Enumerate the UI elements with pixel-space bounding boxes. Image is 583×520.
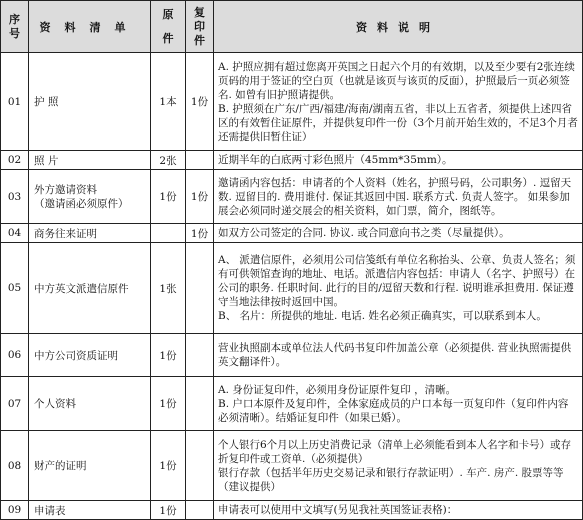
table-row	[1, 53, 583, 151]
original-count: 1份	[151, 377, 186, 431]
row-number: 08	[1, 431, 29, 501]
row-number: 09	[1, 501, 29, 520]
document-description	[214, 501, 583, 520]
copy-count	[186, 501, 214, 520]
document-description	[214, 431, 583, 501]
row-number: 06	[1, 334, 29, 377]
copy-count: 1份	[186, 170, 214, 224]
row-number: 02	[1, 151, 29, 170]
row-number: 07	[1, 377, 29, 431]
original-count: 1张	[151, 243, 186, 334]
table-row	[1, 243, 583, 334]
document-name	[29, 170, 151, 224]
document-name: 申请表	[29, 501, 151, 520]
header-no	[1, 1, 29, 53]
document-name: 个人资料	[29, 377, 151, 431]
original-count: 1份	[151, 170, 186, 224]
original-count: 1份	[151, 501, 186, 520]
copy-count	[186, 243, 214, 334]
original-count	[151, 224, 186, 243]
copy-count	[186, 334, 214, 377]
copy-count	[186, 151, 214, 170]
header-name: 资料清单	[29, 1, 151, 53]
table-row	[1, 431, 583, 501]
description-line: 如双方公司签定的合同. 协议. 或合同意向书之类（尽量提供）。	[218, 227, 510, 239]
table-row	[1, 151, 583, 170]
header-no-char-2: 号	[9, 26, 20, 40]
document-name-line: 外方邀请资料	[34, 183, 97, 196]
header-no-char-1: 序	[9, 12, 20, 26]
header-copy-char-2: 印	[194, 19, 205, 33]
table-row	[1, 377, 583, 431]
document-description	[214, 170, 583, 224]
header-copy-char-1: 复	[194, 5, 205, 19]
document-name: 中方英文派遣信原件	[29, 243, 151, 334]
header-original	[151, 1, 186, 53]
header-description: 资料说明	[214, 1, 583, 53]
document-name: 照 片	[29, 151, 151, 170]
copy-count	[186, 377, 214, 431]
description-line: 邀请函内容包括：申请者的个人资料（姓名，护照号码，公司职务）. 逗留天数. 逗留目的. 费用谁付. 保证其返回中国. 联系方式. 负责人签字。 如果参加展会必须同时递交展会的相关资料，如门票，简介，图纸等。	[218, 176, 572, 217]
header-copy	[186, 1, 214, 53]
document-description	[214, 224, 583, 243]
document-name: 护 照	[29, 53, 151, 151]
original-count: 1份	[151, 334, 186, 377]
description-line: 申请表可以使用中文填写(另见我社英国签证表格)：	[218, 504, 458, 516]
row-number: 05	[1, 243, 29, 334]
description-line: A. 身份证复印件，必须用身份证原件复印 ，清晰。	[218, 383, 457, 396]
description-line: B、 名片：所提供的地址. 电话. 姓名必须正确真实，可以联系到本人。	[218, 310, 547, 322]
copy-count: 1份	[186, 224, 214, 243]
description-line: 营业执照副本或单位法人代码书复印件加盖公章（必须提供. 营业执照需提供英文翻译件）。	[218, 342, 572, 368]
header-row	[1, 1, 583, 53]
document-description	[214, 243, 583, 334]
original-count: 1份	[151, 431, 186, 501]
copy-count: 1份	[186, 53, 214, 151]
description-line: B. 户口本原件及复印件，全体家庭成员的户口本每一页复印件（复印件内容必须清晰）。结婚证复印件（如果已婚）。	[218, 397, 569, 424]
document-name: 商务往来证明	[29, 224, 151, 243]
description-line: 个人银行6个月以上历史消费记录（清单上必须能看到本人名字和卡号）或存折复印件或工资单.（必须提供）	[218, 438, 572, 465]
description-line: 银行存款（包括半年历史交易记录和银行存款证明）. 车产. 房产. 股票等等（建议提供）	[218, 466, 564, 493]
table-row	[1, 224, 583, 243]
document-name: 财产的证明	[29, 431, 151, 501]
document-description	[214, 377, 583, 431]
header-copy-char-3: 件	[194, 33, 205, 47]
document-description	[214, 334, 583, 377]
row-number: 04	[1, 224, 29, 243]
document-description	[214, 151, 583, 170]
row-number: 03	[1, 170, 29, 224]
document-name: 中方公司资质证明	[29, 334, 151, 377]
header-orig-char-2: 件	[162, 31, 174, 45]
document-description	[214, 53, 583, 151]
original-count: 2张	[151, 151, 186, 170]
document-name-line: （邀请函必须原件）	[34, 197, 129, 210]
table-row	[1, 334, 583, 377]
row-number: 01	[1, 53, 29, 151]
copy-count	[186, 431, 214, 501]
table-row	[1, 501, 583, 520]
table-row	[1, 170, 583, 224]
description-line: A. 护照应拥有超过您离开英国之日起六个月的有效期，以及至少要有2张连续页码的用于签证的空白页（也就是该页与该页的反面），护照最后一页必须签名. 如曾有旧护照请提供。	[218, 60, 575, 101]
description-line: 近期半年的白底两寸彩色照片（45mm*35mm）。	[218, 154, 453, 166]
description-line: B. 护照须在广东/广西/福建/海南/湖南五省，非以上五省者，须提供上述四省区的有效暂住证原件，并提供复印件一份（3个月前开始生效的，不足3个月者还需提供旧暂住证）	[218, 102, 578, 143]
original-count: 1本	[151, 53, 186, 151]
header-orig-char-1: 原	[162, 7, 174, 21]
description-line: A、 派遣信原件，必须用公司信笺纸有单位名称抬头、公章、负责人签名；须有可供领馆查询的地址、电话。派遣信内容包括：申请人（名字、护照号）在公司的职务. 任职时间. 此行的目的/逗留天数和行程. 说明谁承担费用. 保证遵守当地法律按时返回中国。	[218, 254, 576, 308]
